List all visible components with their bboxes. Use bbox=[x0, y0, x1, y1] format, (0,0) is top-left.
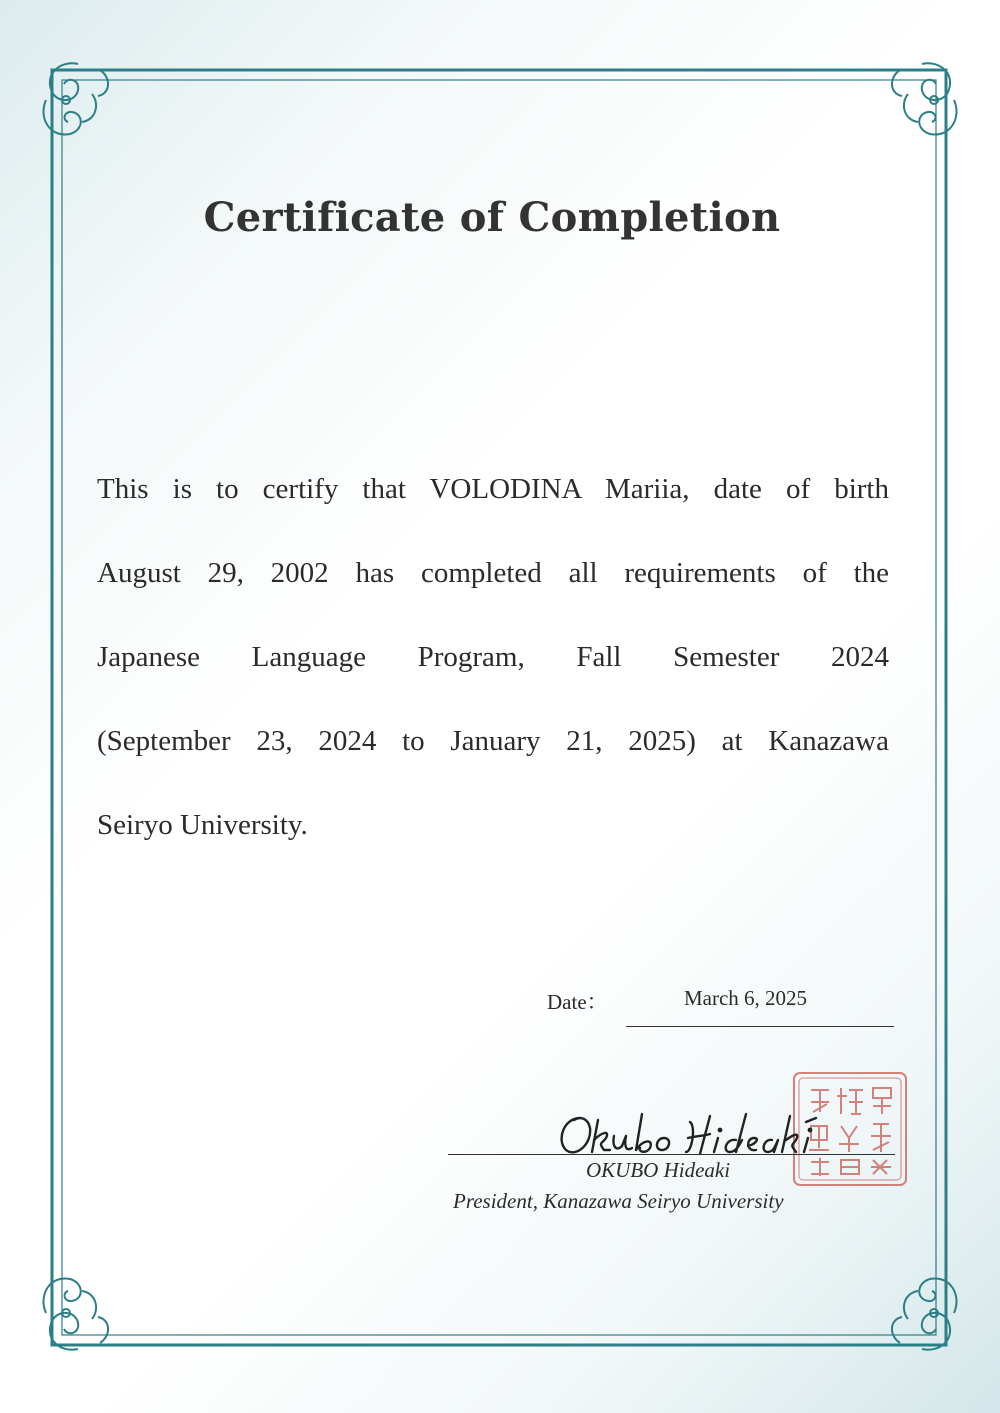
body-line-2: August 29, 2002 has completed all requirements of the bbox=[97, 557, 889, 589]
body-line-4: (September 23, 2024 to January 21, 2025) at Kanazawa bbox=[97, 725, 889, 757]
date-underline bbox=[626, 1026, 894, 1027]
body-line-5: Seiryo University. bbox=[97, 809, 308, 841]
signature-line bbox=[448, 1154, 895, 1155]
certificate-title: Certificate of Completion bbox=[203, 194, 781, 241]
date-label: Date： bbox=[547, 990, 608, 1014]
signer-name: OKUBO Hideaki bbox=[586, 1158, 731, 1182]
body-line-1: This is to certify that VOLODINA Mariia, date of birth bbox=[97, 473, 889, 505]
body-line-3: Japanese Language Program, Fall Semester 2024 bbox=[97, 641, 889, 673]
signer-title: President, Kanazawa Seiryo University bbox=[453, 1189, 784, 1213]
date-value: March 6, 2025 bbox=[684, 986, 808, 1010]
